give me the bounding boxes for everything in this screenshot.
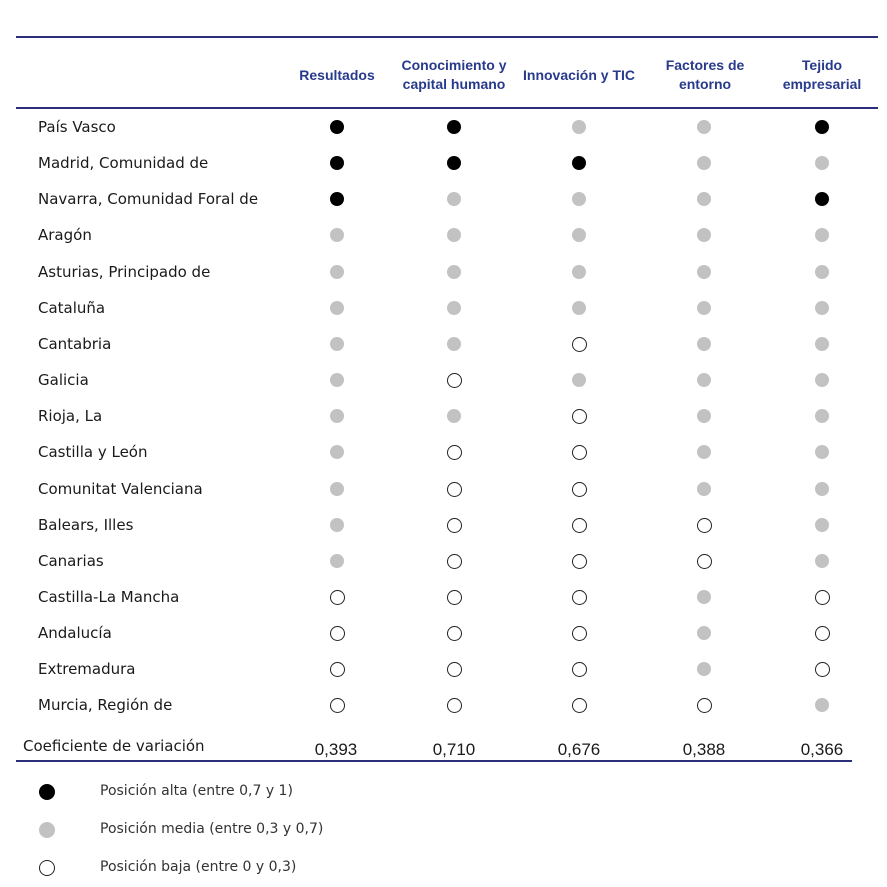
position-media-dot-icon bbox=[697, 445, 711, 459]
column-header: Innovación y TIC bbox=[523, 66, 636, 83]
position-media-dot-icon bbox=[815, 409, 829, 423]
region-name: Murcia, Región de bbox=[38, 696, 173, 715]
position-media-dot-icon bbox=[447, 192, 461, 206]
table-row bbox=[0, 472, 887, 508]
position-baja-dot-icon bbox=[572, 590, 587, 605]
legend-item bbox=[0, 853, 887, 883]
position-media-dot-icon bbox=[697, 373, 711, 387]
table-row bbox=[0, 291, 887, 327]
table-bottom-rule bbox=[16, 760, 852, 762]
position-baja-dot-icon bbox=[572, 482, 587, 497]
position-media-dot-icon bbox=[697, 120, 711, 134]
position-baja-dot-icon bbox=[330, 590, 345, 605]
region-name: Rioja, La bbox=[38, 407, 103, 426]
table-row bbox=[0, 363, 887, 399]
position-media-dot-icon bbox=[697, 409, 711, 423]
position-baja-dot-icon bbox=[447, 662, 462, 677]
table-row bbox=[0, 688, 887, 724]
position-alta-dot-icon bbox=[447, 120, 461, 134]
position-baja-dot-icon bbox=[697, 698, 712, 713]
position-media-dot-icon bbox=[697, 228, 711, 242]
position-media-dot-icon bbox=[697, 337, 711, 351]
region-name: Navarra, Comunidad Foral de bbox=[38, 190, 259, 209]
position-baja-dot-icon bbox=[330, 698, 345, 713]
position-media-dot-icon bbox=[815, 228, 829, 242]
position-media-dot-icon bbox=[330, 265, 344, 279]
position-media-dot-icon bbox=[697, 192, 711, 206]
legend-text: Posición alta (entre 0,7 y 1) bbox=[100, 783, 293, 799]
table-row bbox=[0, 435, 887, 471]
position-baja-dot-icon bbox=[572, 518, 587, 533]
position-baja-dot-icon bbox=[572, 626, 587, 641]
position-media-dot-icon bbox=[447, 337, 461, 351]
coef-label: Coeficiente de variación bbox=[23, 737, 205, 755]
legend-media-dot-icon bbox=[39, 822, 55, 838]
position-media-dot-icon bbox=[572, 120, 586, 134]
position-media-dot-icon bbox=[815, 698, 829, 712]
coef-value: 0,710 bbox=[432, 740, 476, 759]
position-media-dot-icon bbox=[330, 337, 344, 351]
coef-value: 0,676 bbox=[557, 740, 601, 759]
legend-item bbox=[0, 815, 887, 845]
position-baja-dot-icon bbox=[572, 554, 587, 569]
table-top-rule bbox=[16, 36, 878, 38]
region-name: Castilla y León bbox=[38, 443, 148, 462]
position-alta-dot-icon bbox=[447, 156, 461, 170]
table-row bbox=[0, 399, 887, 435]
position-media-dot-icon bbox=[330, 482, 344, 496]
position-baja-dot-icon bbox=[447, 554, 462, 569]
position-media-dot-icon bbox=[697, 590, 711, 604]
region-name: Aragón bbox=[38, 226, 92, 245]
legend-alta-dot-icon bbox=[39, 784, 55, 800]
table-row bbox=[0, 110, 887, 146]
position-baja-dot-icon bbox=[447, 626, 462, 641]
legend-text: Posición media (entre 0,3 y 0,7) bbox=[100, 821, 324, 837]
position-media-dot-icon bbox=[330, 373, 344, 387]
column-header: Resultados bbox=[299, 66, 375, 83]
table-row bbox=[0, 182, 887, 218]
position-alta-dot-icon bbox=[330, 156, 344, 170]
position-baja-dot-icon bbox=[572, 409, 587, 424]
table-row bbox=[0, 508, 887, 544]
position-baja-dot-icon bbox=[572, 662, 587, 677]
position-alta-dot-icon bbox=[330, 120, 344, 134]
table-row bbox=[0, 580, 887, 616]
region-name: Madrid, Comunidad de bbox=[38, 154, 209, 173]
legend-item bbox=[0, 777, 887, 807]
position-baja-dot-icon bbox=[697, 518, 712, 533]
position-baja-dot-icon bbox=[330, 662, 345, 677]
position-media-dot-icon bbox=[572, 192, 586, 206]
position-media-dot-icon bbox=[447, 228, 461, 242]
coef-value: 0,366 bbox=[800, 740, 844, 759]
region-name: Canarias bbox=[38, 551, 104, 570]
region-name: Andalucía bbox=[38, 624, 112, 643]
position-alta-dot-icon bbox=[815, 120, 829, 134]
region-name: Cantabria bbox=[38, 334, 112, 353]
table-row bbox=[0, 544, 887, 580]
position-media-dot-icon bbox=[815, 156, 829, 170]
position-media-dot-icon bbox=[447, 409, 461, 423]
header-bottom-rule bbox=[16, 107, 878, 109]
position-media-dot-icon bbox=[572, 265, 586, 279]
position-baja-dot-icon bbox=[447, 518, 462, 533]
position-alta-dot-icon bbox=[815, 192, 829, 206]
position-media-dot-icon bbox=[815, 554, 829, 568]
region-name: Balears, Illes bbox=[38, 515, 134, 534]
position-media-dot-icon bbox=[330, 301, 344, 315]
position-media-dot-icon bbox=[815, 337, 829, 351]
position-media-dot-icon bbox=[447, 301, 461, 315]
table-row bbox=[0, 652, 887, 688]
table-row bbox=[0, 616, 887, 652]
position-baja-dot-icon bbox=[815, 662, 830, 677]
position-alta-dot-icon bbox=[330, 192, 344, 206]
position-baja-dot-icon bbox=[572, 337, 587, 352]
region-name: Cataluña bbox=[38, 298, 106, 317]
coef-value: 0,388 bbox=[682, 740, 726, 759]
position-media-dot-icon bbox=[447, 265, 461, 279]
column-header: Tejido empresarial bbox=[782, 57, 862, 92]
position-media-dot-icon bbox=[697, 482, 711, 496]
region-name: País Vasco bbox=[38, 118, 116, 136]
position-media-dot-icon bbox=[330, 228, 344, 242]
position-baja-dot-icon bbox=[447, 373, 462, 388]
position-baja-dot-icon bbox=[697, 554, 712, 569]
position-media-dot-icon bbox=[697, 265, 711, 279]
position-baja-dot-icon bbox=[330, 626, 345, 641]
region-name: Castilla-La Mancha bbox=[38, 587, 180, 606]
position-baja-dot-icon bbox=[572, 445, 587, 460]
region-name: Asturias, Principado de bbox=[38, 262, 211, 281]
position-media-dot-icon bbox=[815, 301, 829, 315]
position-media-dot-icon bbox=[330, 554, 344, 568]
position-baja-dot-icon bbox=[447, 445, 462, 460]
table-row bbox=[0, 255, 887, 291]
legend-text: Posición baja (entre 0 y 0,3) bbox=[100, 859, 297, 875]
position-media-dot-icon bbox=[697, 626, 711, 640]
region-name: Galicia bbox=[38, 371, 89, 390]
position-media-dot-icon bbox=[330, 409, 344, 423]
column-header: Conocimiento y capital humano bbox=[401, 57, 507, 92]
position-baja-dot-icon bbox=[815, 626, 830, 641]
position-media-dot-icon bbox=[815, 445, 829, 459]
position-baja-dot-icon bbox=[447, 482, 462, 497]
table-row bbox=[0, 218, 887, 254]
region-name: Comunitat Valenciana bbox=[38, 479, 203, 498]
position-media-dot-icon bbox=[572, 228, 586, 242]
position-media-dot-icon bbox=[330, 518, 344, 532]
position-media-dot-icon bbox=[815, 482, 829, 496]
position-media-dot-icon bbox=[572, 301, 586, 315]
position-media-dot-icon bbox=[572, 373, 586, 387]
position-baja-dot-icon bbox=[815, 590, 830, 605]
position-media-dot-icon bbox=[330, 445, 344, 459]
position-baja-dot-icon bbox=[572, 698, 587, 713]
table-row bbox=[0, 146, 887, 182]
position-media-dot-icon bbox=[697, 156, 711, 170]
position-baja-dot-icon bbox=[447, 698, 462, 713]
column-header: Factores de entorno bbox=[665, 57, 745, 92]
coef-value: 0,393 bbox=[314, 740, 358, 759]
position-alta-dot-icon bbox=[572, 156, 586, 170]
position-media-dot-icon bbox=[815, 373, 829, 387]
position-media-dot-icon bbox=[697, 662, 711, 676]
position-media-dot-icon bbox=[815, 518, 829, 532]
table-row bbox=[0, 327, 887, 363]
region-name: Extremadura bbox=[38, 660, 136, 679]
position-baja-dot-icon bbox=[447, 590, 462, 605]
position-media-dot-icon bbox=[697, 301, 711, 315]
legend-baja-dot-icon bbox=[39, 860, 55, 876]
position-media-dot-icon bbox=[815, 265, 829, 279]
